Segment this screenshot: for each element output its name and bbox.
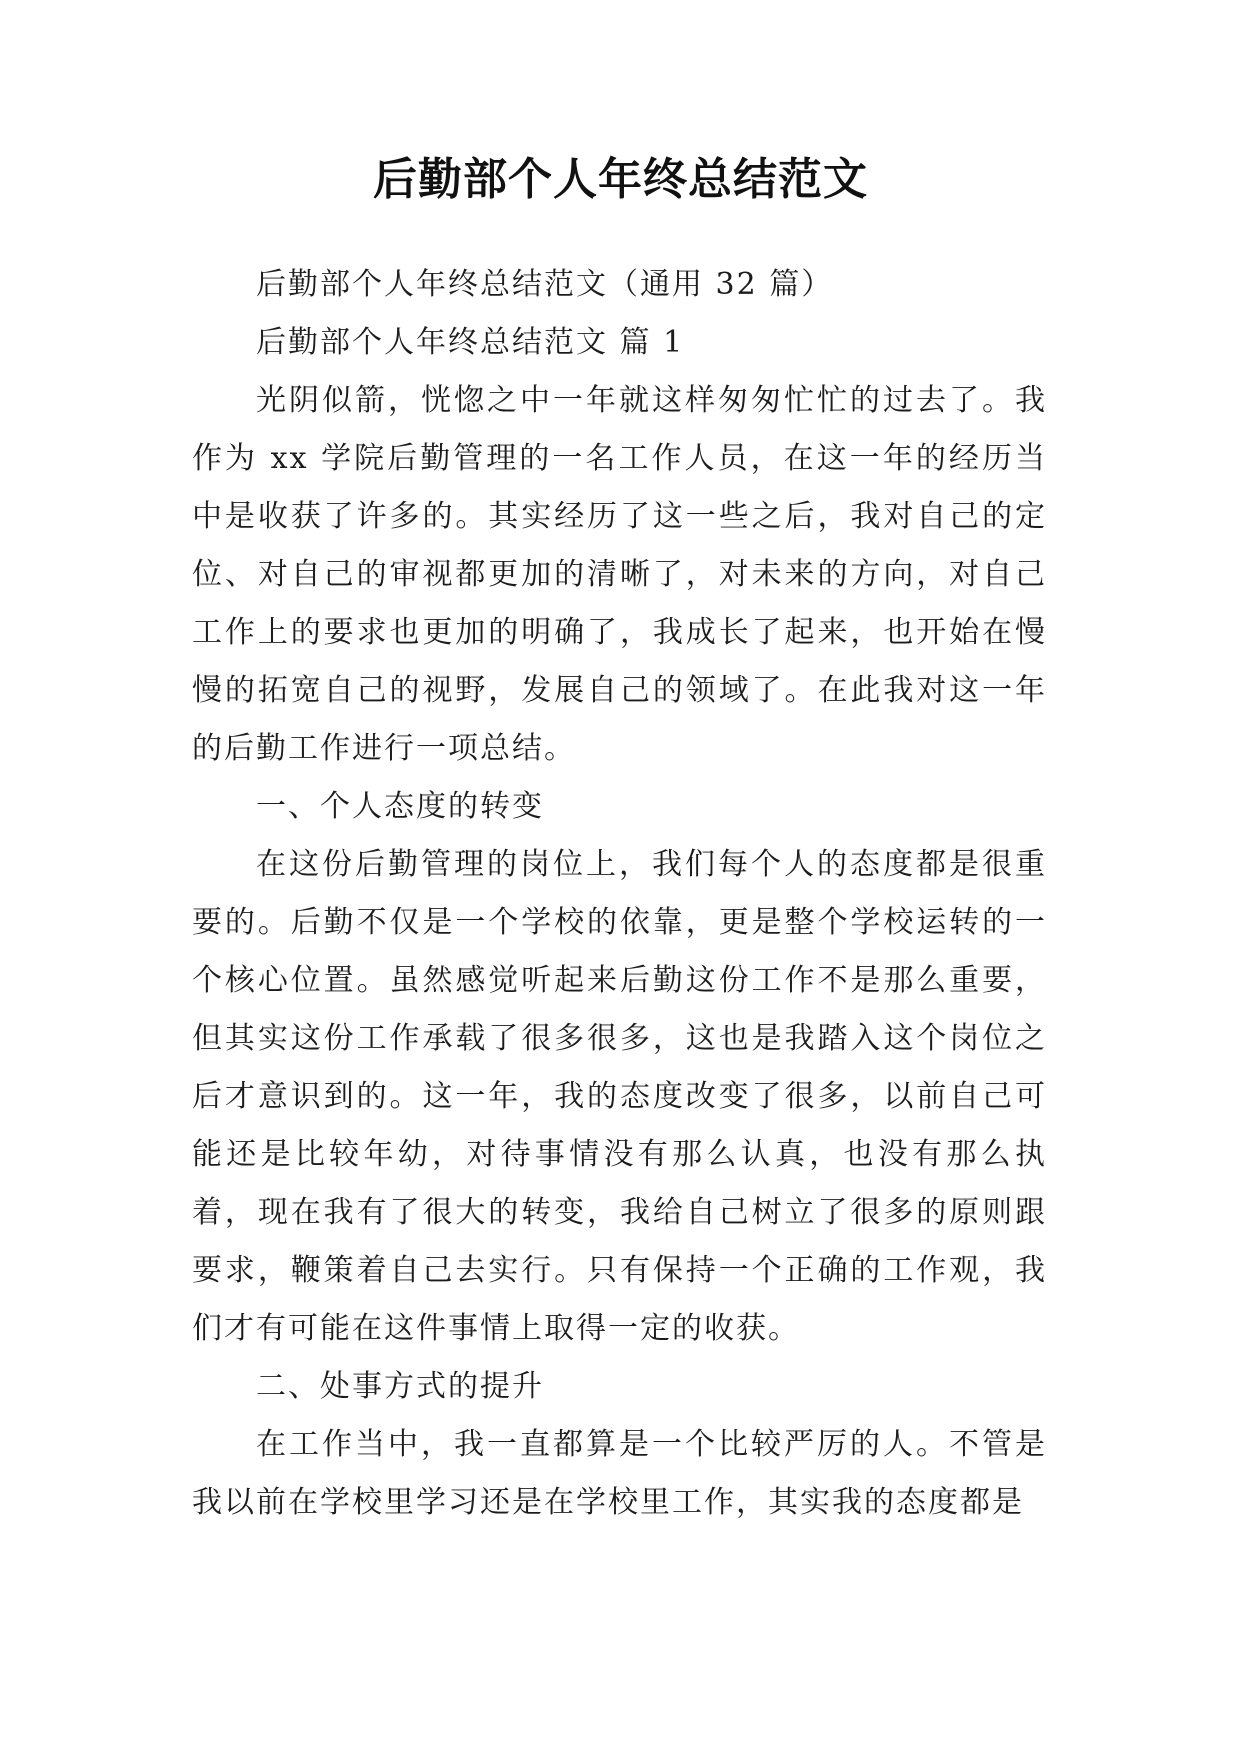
paragraph-intro: 光阴似箭，恍惚之中一年就这样匆匆忙忙的过去了。我作为 xx 学院后勤管理的一名工作人员，在这一年的经历当中是收获了许多的。其实经历了这一些之后，我对自己的定位、对自己的审视都更加的清晰了，对未来的方向，对自己工作上的要求也更加的明确了，我成长了起来，也开始在慢慢的拓宽自己的视野，发展自己的领域了。在此我对这一年的后勤工作进行一项总结。 bbox=[192, 383, 1047, 766]
document-body bbox=[192, 256, 1047, 1532]
paragraph-attitude: 在这份后勤管理的岗位上，我们每个人的态度都是很重要的。后勤不仅是一个学校的依靠，更是整个学校运转的一个核心位置。虽然感觉听起来后勤这份工作不是那么重要，但其实这份工作承载了很多很多，这也是我踏入这个岗位之后才意识到的。这一年，我的态度改变了很多，以前自己可能还是比较年幼，对待事情没有那么认真，也没有那么执着，现在我有了很大的转变，我给自己树立了很多的原则跟要求，鞭策着自己去实行。只有保持一个正确的工作观，我们才有可能在这件事情上取得一定的收获。 bbox=[192, 847, 1047, 1346]
section-heading-attitude: 一、个人态度的转变 bbox=[256, 789, 544, 824]
section-heading-part-1: 后勤部个人年终总结范文 篇 1 bbox=[256, 325, 685, 360]
document-subtitle: 后勤部个人年终总结范文（通用 32 篇） bbox=[256, 267, 834, 302]
section-heading-methods: 二、处事方式的提升 bbox=[256, 1369, 544, 1404]
paragraph-methods: 在工作当中，我一直都算是一个比较严厉的人。不管是我以前在学校里学习还是在学校里工作，其实我的态度都是 bbox=[192, 1427, 1047, 1520]
document-title: 后勤部个人年终总结范文 bbox=[373, 154, 868, 205]
